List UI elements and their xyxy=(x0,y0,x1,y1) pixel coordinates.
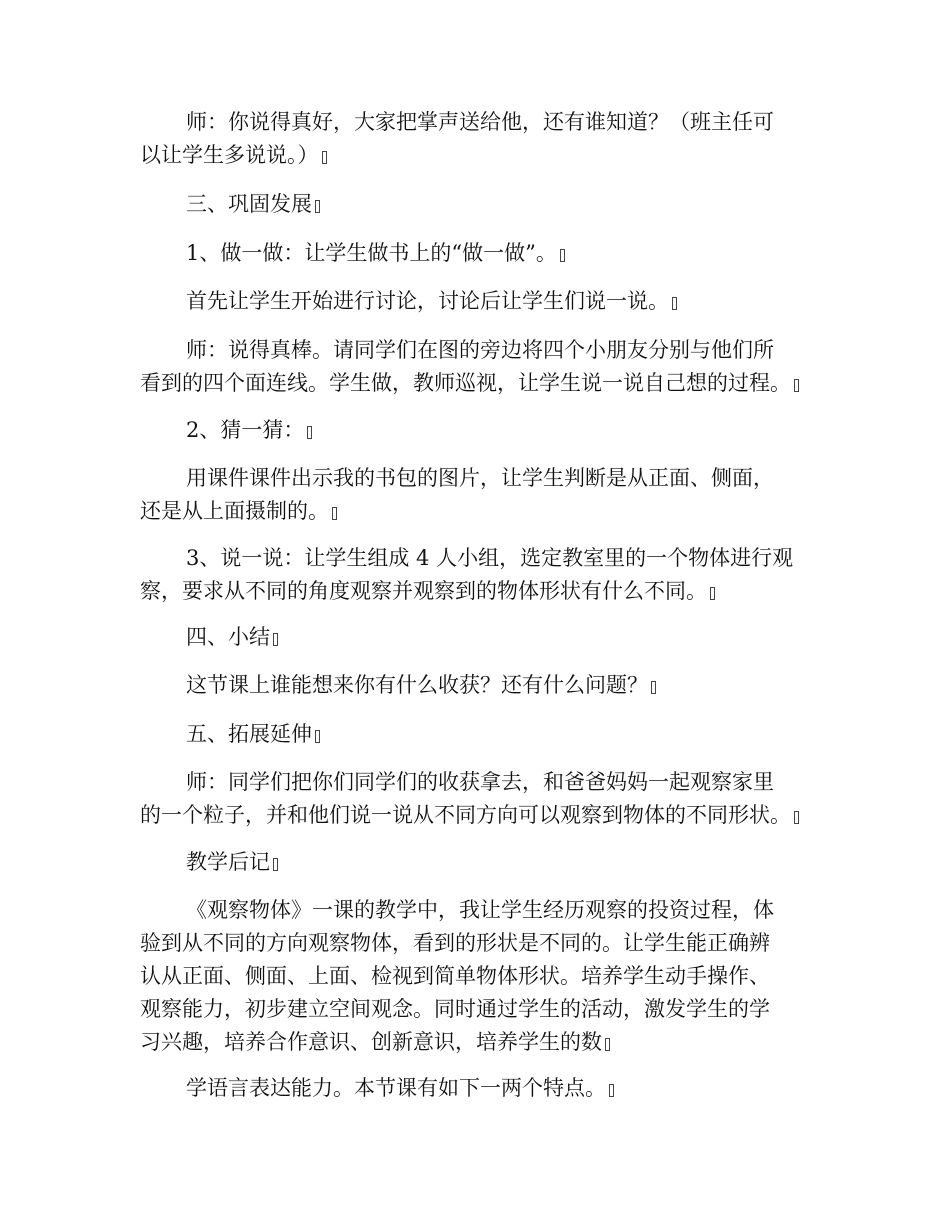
paragraph-14 xyxy=(140,894,840,1059)
paragraph-mark-icon xyxy=(794,811,799,824)
paragraph-line: 学语言表达能力。本节课有如下一两个特点。 xyxy=(186,1076,606,1100)
paragraph-mark-icon xyxy=(794,379,799,392)
paragraph-10 xyxy=(140,669,840,702)
paragraph-mark-icon xyxy=(609,1084,614,1097)
paragraph-line: 四、小结 xyxy=(186,625,270,649)
paragraph-line: 还是从上面摄制的。 xyxy=(140,499,329,523)
paragraph-3 xyxy=(140,237,840,270)
paragraph-mark-icon xyxy=(605,1038,610,1051)
paragraph-line: 三、巩固发展 xyxy=(186,192,312,216)
paragraph-mark-icon xyxy=(315,730,320,743)
paragraph-mark-icon xyxy=(273,633,278,646)
paragraph-line: 看到的四个面连线。学生做，教师巡视，让学生说一说自己想的过程。 xyxy=(140,371,791,395)
paragraph-line: 首先让学生开始进行讨论，讨论后让学生们说一说。 xyxy=(186,289,669,313)
paragraph-line: 的一个粒子，并和他们说一说从不同方向可以观察到物体的不同形状。 xyxy=(140,803,791,827)
paragraph-line: 以让学生多说说。） xyxy=(140,143,319,167)
paragraph-mark-icon xyxy=(560,249,565,262)
paragraph-6 xyxy=(140,414,840,447)
paragraph-line: 验到从不同的方向观察物体，看到的形状是不同的。让学生能正确辨 xyxy=(140,931,770,955)
paragraph-line: 用课件课件出示我的书包的图片，让学生判断是从正面、侧面， xyxy=(186,466,774,490)
paragraph-15 xyxy=(140,1072,840,1105)
paragraph-mark-icon xyxy=(315,200,320,213)
paragraph-line: 教学后记 xyxy=(186,850,270,874)
paragraph-mark-icon xyxy=(307,426,312,439)
paragraph-line: 师：说得真棒。请同学们在图的旁边将四个小朋友分别与他们所 xyxy=(186,338,774,362)
paragraph-line: 这节课上谁能想来你有什么收获？还有什么问题？ xyxy=(186,673,648,697)
paragraph-11 xyxy=(140,718,840,751)
paragraph-mark-icon xyxy=(273,858,278,871)
paragraph-1 xyxy=(140,106,840,172)
paragraph-line: 观察能力，初步建立空间观念。同时通过学生的活动，激发学生的学 xyxy=(140,997,770,1021)
paragraph-9 xyxy=(140,621,840,654)
paragraph-2 xyxy=(140,188,840,221)
paragraph-mark-icon xyxy=(322,151,327,164)
paragraph-mark-icon xyxy=(672,297,677,310)
paragraph-5 xyxy=(140,334,840,400)
paragraph-line: 察，要求从不同的角度观察并观察到的物体形状有什么不同。 xyxy=(140,579,707,603)
paragraph-8 xyxy=(140,542,840,608)
paragraph-line: 《观察物体》一课的教学中，我让学生经历观察的投资过程，体 xyxy=(186,898,774,922)
paragraph-mark-icon xyxy=(651,681,656,694)
paragraph-line: 1、做一做：让学生做书上的“做一做”。 xyxy=(186,241,557,265)
paragraph-7 xyxy=(140,462,840,528)
paragraph-line: 五、拓展延伸 xyxy=(186,722,312,746)
paragraph-line: 2、猜一猜： xyxy=(186,418,305,442)
paragraph-line: 师：同学们把你们同学们的收获拿去，和爸爸妈妈一起观察家里 xyxy=(186,770,774,794)
paragraph-line: 师：你说得真好，大家把掌声送给他，还有谁知道？（班主任可 xyxy=(186,110,774,134)
paragraph-12 xyxy=(140,766,840,832)
paragraph-line: 认从正面、侧面、上面、检视到简单物体形状。培养学生动手操作、 xyxy=(140,964,770,988)
paragraph-line: 3、说一说：让学生组成 4 人小组，选定教室里的一个物体进行观 xyxy=(186,546,794,570)
paragraph-line: 习兴趣，培养合作意识、创新意识，培养学生的数 xyxy=(140,1030,602,1054)
paragraph-13 xyxy=(140,846,840,879)
paragraph-4 xyxy=(140,285,840,318)
paragraph-mark-icon xyxy=(332,507,337,520)
paragraph-mark-icon xyxy=(710,587,715,600)
